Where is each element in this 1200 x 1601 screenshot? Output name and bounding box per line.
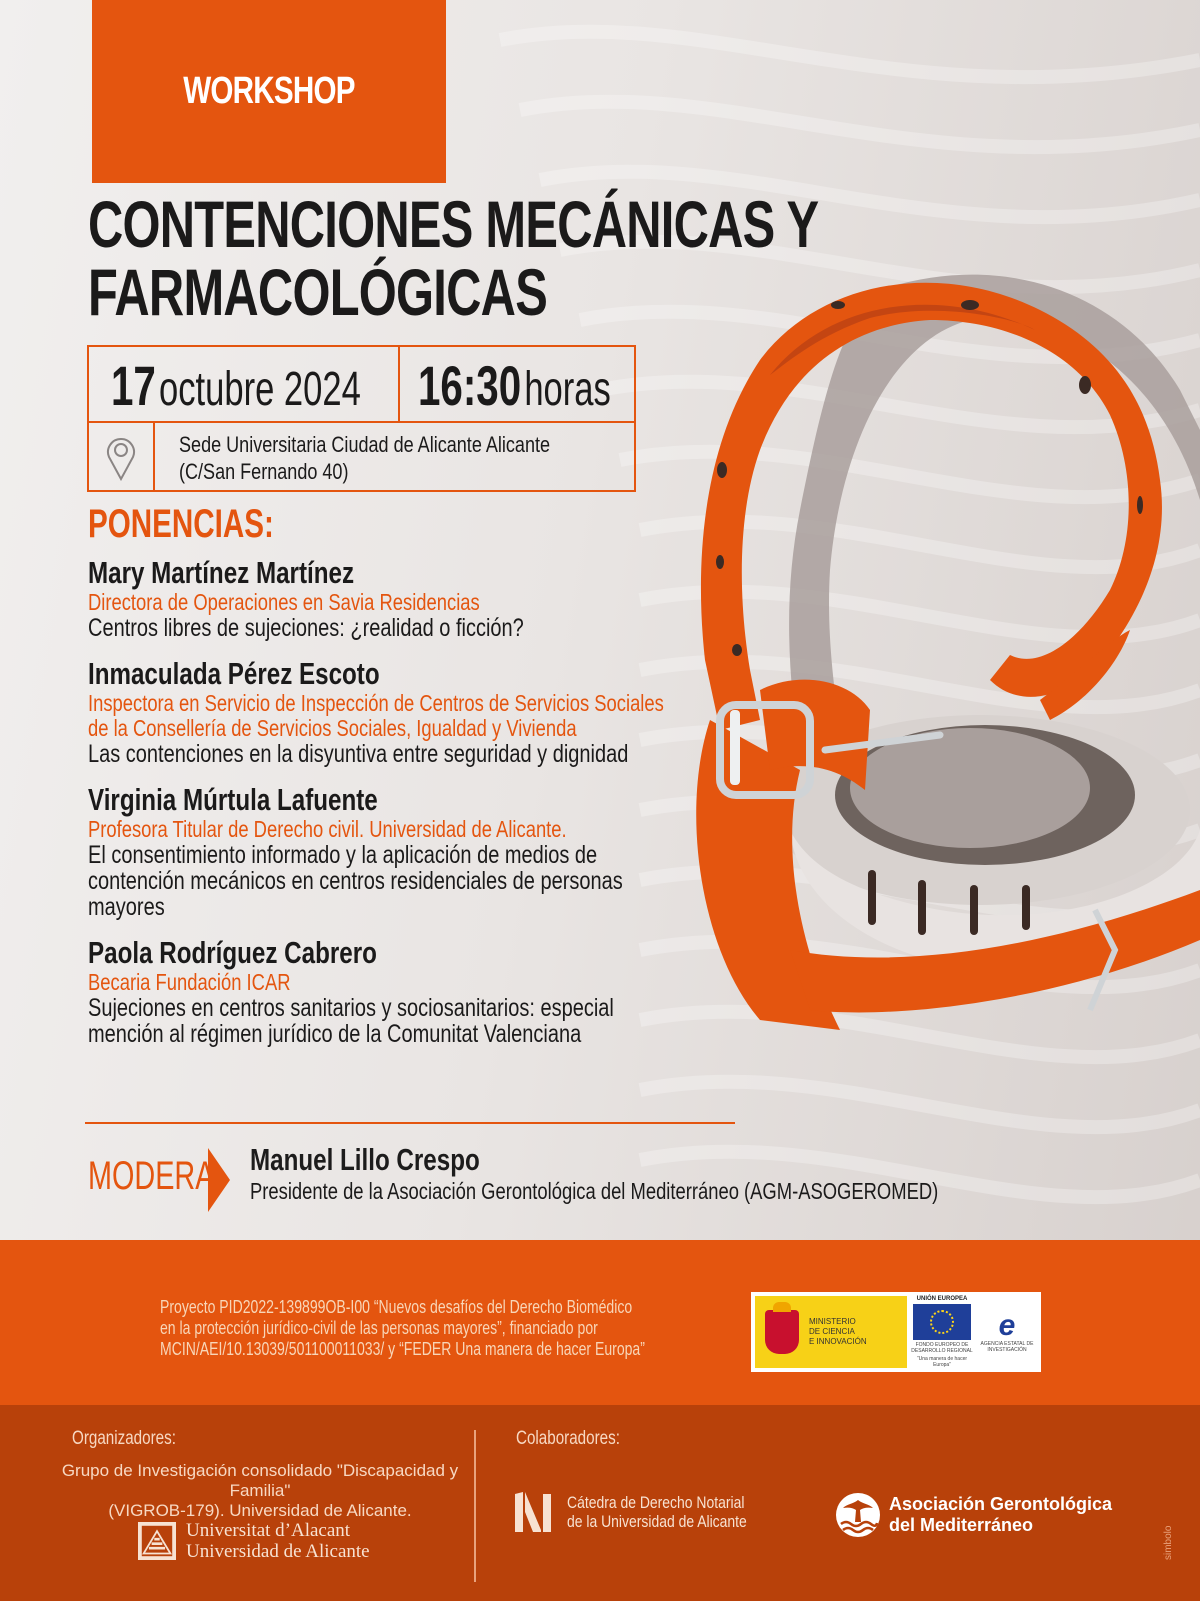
- designer-credit: simbolo: [1163, 1525, 1174, 1560]
- funding-line: MCIN/AEI/10.13039/501100011033/ y “FEDER Una manera de hacer Europa”: [160, 1339, 645, 1359]
- organizers-label: Organizadores:: [72, 1428, 176, 1449]
- speaker-role: Profesora Titular de Derecho civil. Universidad de Alicante.: [88, 816, 567, 842]
- organizers-text: [60, 1461, 460, 1521]
- agm-logo: [835, 1492, 1112, 1538]
- catedra-book-icon: [513, 1490, 553, 1534]
- spain-coat-of-arms-icon: [765, 1310, 799, 1354]
- talk-topic: contención mecánicos en centros residenciales de personas: [88, 867, 623, 895]
- organizers-line: Grupo de Investigación consolidado "Discapacidad y Familia": [61, 1461, 459, 1500]
- arrow-right-icon: [208, 1148, 230, 1212]
- time-cell: [400, 347, 636, 421]
- catedra-name: de la Universidad de Alicante: [567, 1512, 747, 1531]
- map-pin-icon: [106, 435, 136, 481]
- talk-item: [88, 556, 708, 641]
- talk-topic: Las contenciones en la disyuntiva entre seguridad y dignidad: [88, 740, 629, 768]
- aei-text: AGENCIA ESTATAL DE INVESTIGACIÓN: [980, 1341, 1034, 1353]
- event-info-box: [87, 345, 636, 492]
- moderator-label: MODERA: [88, 1154, 215, 1198]
- moderator-block: [88, 1142, 988, 1212]
- ministerio-text: MINISTERIO: [809, 1317, 856, 1326]
- university-name: Universitat d’Alacant: [186, 1520, 351, 1541]
- address-line-1: Sede Universitaria Ciudad de Alicante Alicante: [179, 432, 551, 457]
- ministerio-logo: [755, 1296, 907, 1368]
- university-logo-icon: [138, 1522, 176, 1560]
- date-cell: [89, 347, 400, 421]
- workshop-badge: [92, 0, 446, 183]
- workshop-label: WORKSHOP: [183, 70, 355, 112]
- speaker-name: Mary Martínez Martínez: [88, 555, 355, 590]
- eu-logo: [907, 1296, 977, 1368]
- ministerio-text: E INNOVACIÓN: [809, 1337, 867, 1346]
- eu-motto: “Una manera de hacer Europa”: [916, 1356, 968, 1368]
- ministerio-text: DE CIENCIA: [809, 1327, 855, 1336]
- agm-palm-wave-icon: [835, 1492, 881, 1538]
- aei-mark-icon: e: [998, 1309, 1016, 1342]
- ponencias-heading: PONENCIAS:: [88, 502, 274, 546]
- talk-item: [88, 783, 708, 920]
- page-title: [88, 187, 819, 329]
- event-day: 17: [111, 354, 156, 417]
- agm-name: del Mediterráneo: [889, 1515, 1034, 1535]
- talk-item: [88, 936, 708, 1047]
- title-line-2: FARMACOLÓGICAS: [88, 255, 548, 329]
- speaker-role: Inspectora en Servicio de Inspección de Centros de Servicios Sociales: [88, 690, 664, 716]
- talk-topic: El consentimiento informado y la aplicación de medios de: [88, 841, 598, 869]
- datetime-row: [89, 347, 634, 423]
- location-icon-cell: [89, 423, 155, 492]
- talk-topic: mención al régimen jurídico de la Comunitat Valenciana: [88, 1020, 582, 1048]
- talks-list: [88, 556, 708, 1063]
- catedra-logo: [513, 1490, 786, 1534]
- agm-name: Asociación Gerontológica: [889, 1494, 1113, 1514]
- section-divider: [85, 1122, 735, 1124]
- catedra-name: Cátedra de Derecho Notarial: [567, 1493, 745, 1512]
- event-month-year: octubre 2024: [159, 363, 361, 416]
- talk-topic: mayores: [88, 893, 165, 921]
- talk-topic: Sujeciones en centros sanitarios y sociosanitarios: especial: [88, 994, 614, 1022]
- funders-logos: [751, 1292, 1041, 1372]
- university-name: Universidad de Alicante: [186, 1541, 370, 1562]
- speaker-name: Paola Rodríguez Cabrero: [88, 935, 377, 970]
- eu-flag-icon: [913, 1304, 971, 1340]
- title-line-1: CONTENCIONES MECÁNICAS Y: [88, 187, 819, 261]
- organizers-line: (VIGROB-179). Universidad de Alicante.: [108, 1501, 412, 1520]
- address-cell: [155, 423, 636, 492]
- speaker-name: Virginia Múrtula Lafuente: [88, 782, 378, 817]
- event-time-unit: horas: [524, 363, 611, 416]
- speaker-name: Inmaculada Pérez Escoto: [88, 656, 380, 691]
- talk-item: [88, 657, 708, 767]
- funding-line: en la protección jurídico-civil de las personas mayores”, financiado por: [160, 1318, 598, 1338]
- address-line-2: (C/San Fernando 40): [179, 459, 349, 484]
- collaborators-label: Colaboradores:: [516, 1428, 620, 1449]
- eu-fund-text: FONDO EUROPEO DE DESARROLLO REGIONAL: [911, 1342, 973, 1354]
- university-alicante-logo: [138, 1520, 370, 1562]
- speaker-role: Directora de Operaciones en Savia Residencias: [88, 589, 480, 615]
- talk-topic: Centros libres de sujeciones: ¿realidad o ficción?: [88, 614, 524, 642]
- eu-title: UNIÓN EUROPEA: [916, 1296, 968, 1302]
- speaker-role: de la Consellería de Servicios Sociales, Igualdad y Vivienda: [88, 715, 577, 741]
- event-time: 16:30: [418, 354, 522, 417]
- speaker-role: Becaria Fundación ICAR: [88, 969, 291, 995]
- moderator-name: Manuel Lillo Crespo: [250, 1142, 480, 1177]
- funding-line: Proyecto PID2022-139899OB-I00 “Nuevos desafíos del Derecho Biomédico: [160, 1297, 633, 1317]
- funding-text: [160, 1297, 760, 1360]
- moderator-role: Presidente de la Asociación Gerontológica del Mediterráneo (AGM-ASOGEROMED): [250, 1178, 939, 1204]
- aei-logo: [977, 1296, 1037, 1368]
- footer-divider: [474, 1430, 476, 1582]
